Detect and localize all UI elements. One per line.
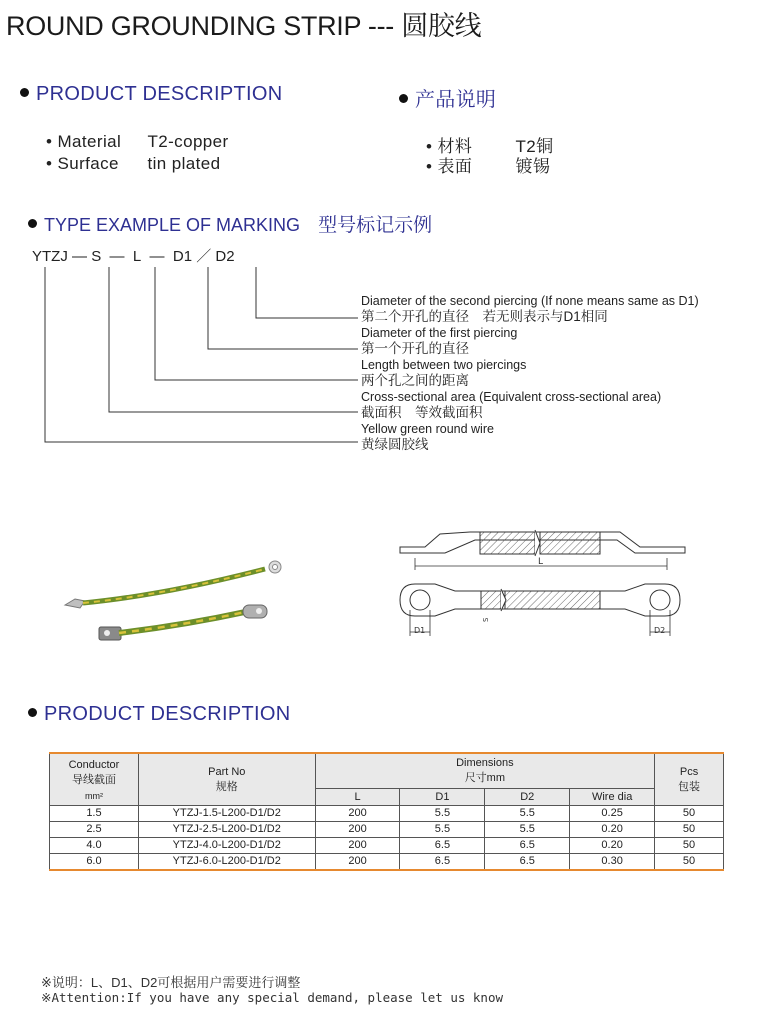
table-cell: 5.5 bbox=[485, 806, 570, 822]
page-title: ROUND GROUNDING STRIP --- 圆胶线 bbox=[6, 11, 482, 41]
header-dimensions: Dimensions 尺寸mm bbox=[315, 753, 654, 789]
table-cell: 0.20 bbox=[570, 838, 655, 854]
header-part-no: Part No 规格 bbox=[138, 753, 315, 806]
label-l: L bbox=[538, 557, 544, 567]
table-row bbox=[50, 806, 724, 822]
header-wire-dia: Wire dia bbox=[570, 789, 655, 806]
label-d2: D2 bbox=[654, 626, 666, 635]
table-cell: 5.5 bbox=[400, 806, 485, 822]
desc-s: Cross-sectional area (Equivalent cross-sectional area) 截面积 等效截面积 bbox=[361, 390, 662, 420]
header-l: L bbox=[315, 789, 400, 806]
wire-strap-upper bbox=[65, 561, 281, 608]
desc-d1: Diameter of the first piercing 第一个开孔的直径 bbox=[361, 326, 518, 356]
table-cell: 6.5 bbox=[400, 854, 485, 871]
header-conductor: Conductor 导线截面 mm² bbox=[50, 753, 139, 806]
table-cell: 6.0 bbox=[50, 854, 139, 871]
header-d1: D1 bbox=[400, 789, 485, 806]
spec-material-cn: • 材料 T2铜 bbox=[426, 137, 554, 156]
dimensions-table bbox=[49, 752, 724, 871]
table-cell: 50 bbox=[655, 838, 724, 854]
table-heading: PRODUCT DESCRIPTION bbox=[28, 703, 290, 726]
bullet-icon bbox=[28, 708, 37, 717]
table-cell: 50 bbox=[655, 822, 724, 838]
drawing-top-view bbox=[400, 584, 680, 616]
marking-heading: TYPE EXAMPLE OF MARKING 型号标记示例 bbox=[28, 210, 432, 237]
product-description-heading-cn: 产品说明 bbox=[399, 83, 496, 112]
table-cell: 0.25 bbox=[570, 806, 655, 822]
table-cell: 2.5 bbox=[50, 822, 139, 838]
table-cell: 6.5 bbox=[400, 838, 485, 854]
desc-ytzj: Yellow green round wire 黄绿圆胶线 bbox=[361, 422, 494, 452]
drawing-side-view bbox=[400, 530, 685, 556]
table-row bbox=[50, 822, 724, 838]
table-cell: 4.0 bbox=[50, 838, 139, 854]
spec-material: • Material T2-copper bbox=[46, 132, 229, 151]
note-cn: ※说明：L、D1、D2可根据用户需要进行调整 bbox=[41, 975, 301, 990]
header-pcs: Pcs 包装 bbox=[655, 753, 724, 806]
spec-surface: • Surface tin plated bbox=[46, 154, 221, 173]
table-cell: 5.5 bbox=[400, 822, 485, 838]
table-cell: YTZJ-4.0-L200-D1/D2 bbox=[138, 838, 315, 854]
label-d1: D1 bbox=[414, 626, 426, 635]
table-cell: YTZJ-1.5-L200-D1/D2 bbox=[138, 806, 315, 822]
product-description-heading: PRODUCT DESCRIPTION bbox=[20, 83, 282, 106]
table-cell: 200 bbox=[315, 822, 400, 838]
wire-strap-lower bbox=[99, 605, 267, 640]
table-cell: YTZJ-6.0-L200-D1/D2 bbox=[138, 854, 315, 871]
leader-ytzj bbox=[45, 267, 358, 442]
table-cell: 0.20 bbox=[570, 822, 655, 838]
table-cell: 1.5 bbox=[50, 806, 139, 822]
table-cell: 6.5 bbox=[485, 854, 570, 871]
table-cell: 200 bbox=[315, 806, 400, 822]
table-cell: 200 bbox=[315, 838, 400, 854]
header-d2: D2 bbox=[485, 789, 570, 806]
table-cell: YTZJ-2.5-L200-D1/D2 bbox=[138, 822, 315, 838]
table-cell: 200 bbox=[315, 854, 400, 871]
note-en: ※Attention:If you have any special demand, please let us know bbox=[41, 990, 504, 1005]
leader-d2 bbox=[256, 267, 358, 318]
table-cell: 5.5 bbox=[485, 822, 570, 838]
marking-code: YTZJ — S — L — D1 ／ D2 bbox=[32, 248, 235, 265]
leader-d1 bbox=[208, 267, 358, 349]
table-cell: 0.30 bbox=[570, 854, 655, 871]
table-row bbox=[50, 838, 724, 854]
technical-drawing bbox=[395, 522, 695, 647]
desc-l: Length between two piercings 两个孔之间的距离 bbox=[361, 358, 527, 388]
table-cell: 6.5 bbox=[485, 838, 570, 854]
leader-s bbox=[109, 267, 358, 412]
table-cell: 50 bbox=[655, 854, 724, 871]
desc-d2: Diameter of the second piercing (If none means same as D1) 第二个开孔的直径 若无则表示与D1相同 bbox=[361, 294, 699, 324]
label-s: S bbox=[482, 617, 490, 622]
product-photo bbox=[55, 555, 295, 655]
spec-surface-cn: • 表面 镀锡 bbox=[426, 157, 551, 176]
table-cell: 50 bbox=[655, 806, 724, 822]
table-row bbox=[50, 854, 724, 871]
